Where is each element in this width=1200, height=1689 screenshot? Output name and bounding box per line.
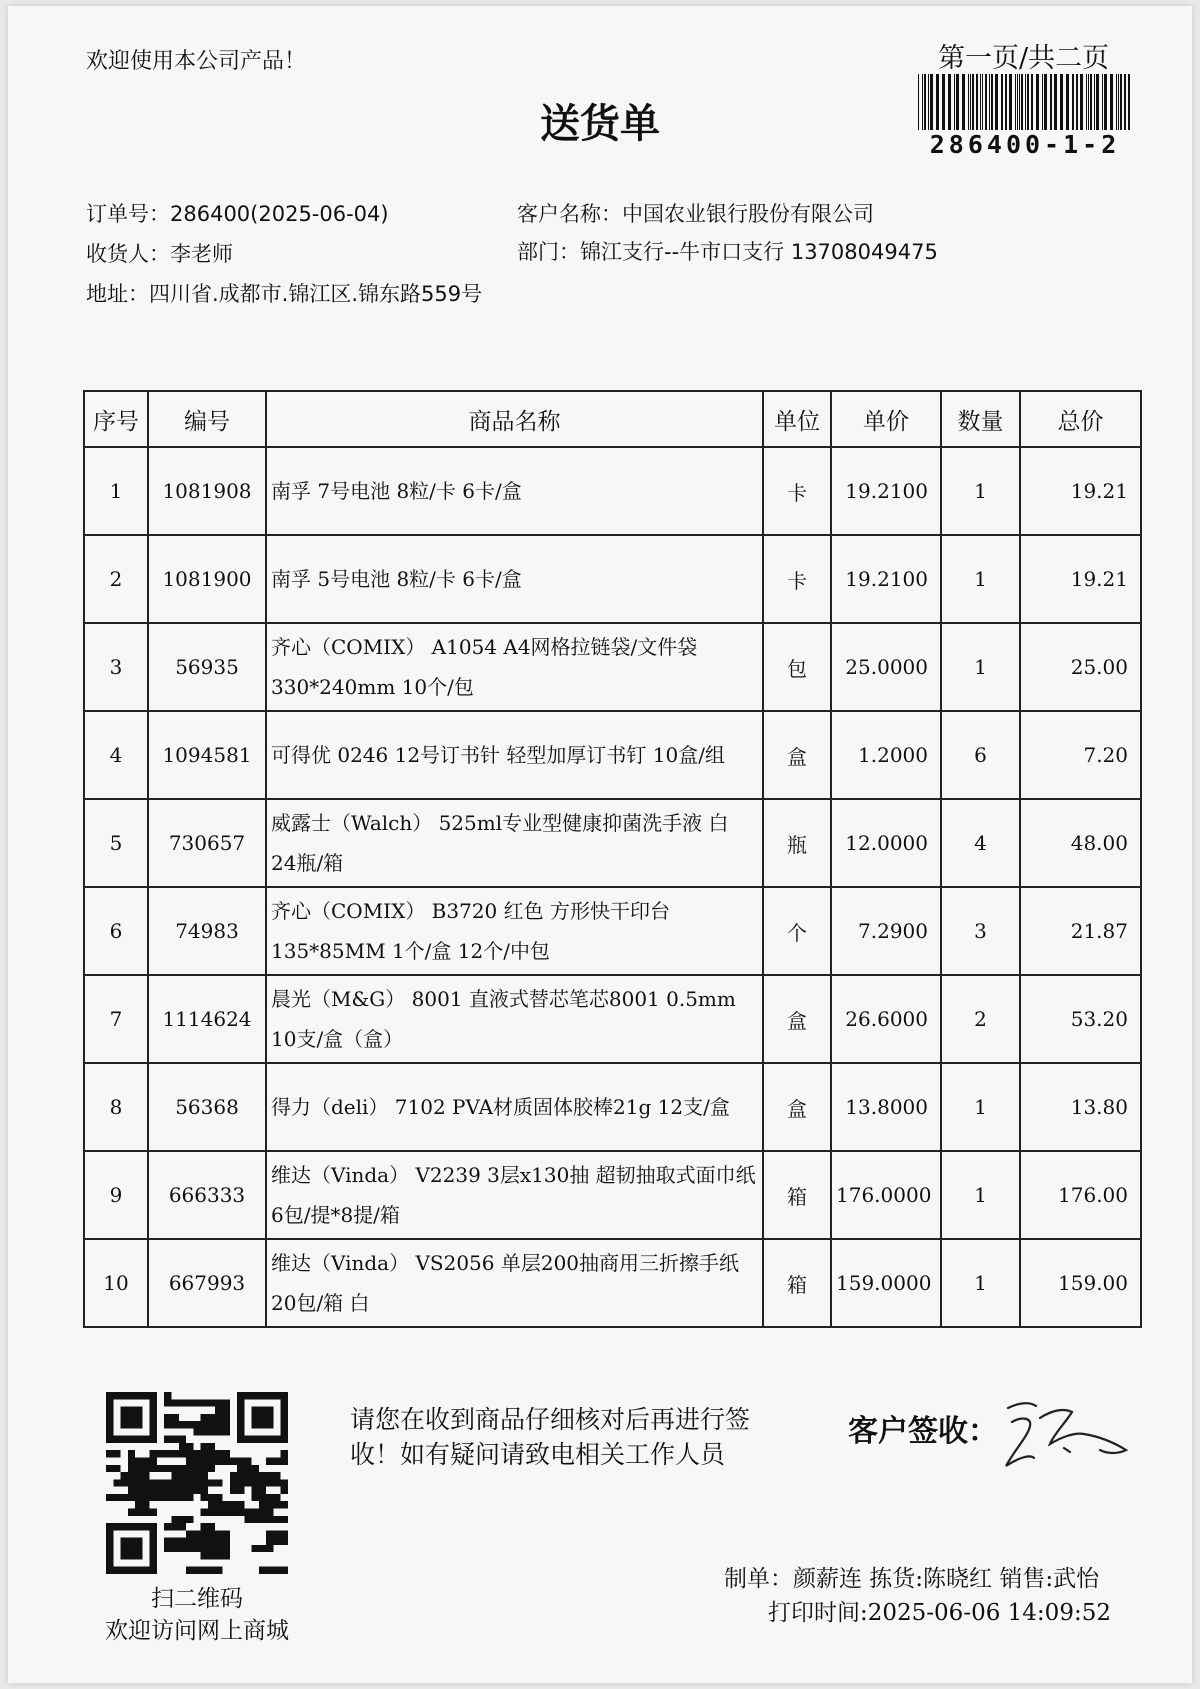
- department-field: [517, 236, 938, 266]
- row-total: 7.20: [1020, 711, 1141, 799]
- row-code: 1081908: [148, 447, 266, 535]
- table-row: [84, 1239, 1141, 1327]
- row-code: 56368: [148, 1063, 266, 1151]
- row-unit-price: 7.2900: [831, 887, 941, 975]
- qr-caption-shop: 欢迎访问网上商城: [105, 1618, 289, 1644]
- row-product-name: 南孚 7号电池 8粒/卡 6卡/盒: [266, 447, 763, 535]
- row-code: 666333: [148, 1151, 266, 1239]
- row-unit: 卡: [763, 535, 831, 623]
- row-quantity: 1: [941, 1063, 1020, 1151]
- row-quantity: 1: [941, 1239, 1020, 1327]
- qr-caption-scan: 扫二维码: [151, 1586, 243, 1612]
- row-index: 4: [84, 711, 148, 799]
- row-total: 48.00: [1020, 799, 1141, 887]
- row-total: 19.21: [1020, 535, 1141, 623]
- row-quantity: 1: [941, 447, 1020, 535]
- row-total: 159.00: [1020, 1239, 1141, 1327]
- table-row: [84, 1063, 1141, 1151]
- order-number-label: 订单号：: [86, 202, 170, 226]
- row-code: 1114624: [148, 975, 266, 1063]
- row-quantity: 1: [941, 623, 1020, 711]
- row-unit-price: 25.0000: [831, 623, 941, 711]
- row-index: 1: [84, 447, 148, 535]
- row-quantity: 6: [941, 711, 1020, 799]
- row-total: 25.00: [1020, 623, 1141, 711]
- row-product-name: 威露士（Walch） 525ml专业型健康抑菌洗手液 白 24瓶/箱: [266, 799, 763, 887]
- department-label: 部门：: [517, 240, 580, 264]
- staff-info: 制单：颜薪连 拣货:陈晓红 销售:武怡: [724, 1566, 1100, 1592]
- handwritten-signature: [1000, 1388, 1140, 1478]
- row-quantity: 1: [941, 1151, 1020, 1239]
- row-total: 53.20: [1020, 975, 1141, 1063]
- row-unit-price: 26.6000: [831, 975, 941, 1063]
- row-index: 5: [84, 799, 148, 887]
- row-code: 74983: [148, 887, 266, 975]
- address-label: 地址：: [86, 282, 149, 306]
- row-product-name: 维达（Vinda） VS2056 单层200抽商用三折擦手纸 20包/箱 白: [266, 1239, 763, 1327]
- receiver-field: [86, 238, 233, 268]
- row-total: 21.87: [1020, 887, 1141, 975]
- table-row: [84, 1151, 1141, 1239]
- row-index: 7: [84, 975, 148, 1063]
- order-number-field: [86, 198, 389, 228]
- row-quantity: 4: [941, 799, 1020, 887]
- table-row: [84, 623, 1141, 711]
- row-index: 2: [84, 535, 148, 623]
- row-unit-price: 12.0000: [831, 799, 941, 887]
- customer-name-field: [517, 198, 874, 228]
- welcome-text: 欢迎使用本公司产品！: [86, 49, 307, 74]
- row-quantity: 2: [941, 975, 1020, 1063]
- print-time: 打印时间:2025-06-06 14:09:52: [768, 1600, 1111, 1626]
- row-code: 56935: [148, 623, 266, 711]
- header-quantity: 数量: [941, 391, 1020, 447]
- table-row: [84, 711, 1141, 799]
- row-total: 13.80: [1020, 1063, 1141, 1151]
- row-unit: 箱: [763, 1151, 831, 1239]
- row-unit-price: 13.8000: [831, 1063, 941, 1151]
- row-unit-price: 19.2100: [831, 447, 941, 535]
- row-index: 9: [84, 1151, 148, 1239]
- row-unit: 盒: [763, 711, 831, 799]
- header-unit: 单位: [763, 391, 831, 447]
- row-product-name: 齐心（COMIX） B3720 红色 方形快干印台 135*85MM 1个/盒 12个/中包: [266, 887, 763, 975]
- customer-signature-label: 客户签收：: [848, 1414, 998, 1449]
- row-quantity: 3: [941, 887, 1020, 975]
- table-row: [84, 799, 1141, 887]
- address-field: [86, 278, 482, 308]
- order-number-value: 286400(2025-06-04): [170, 202, 389, 226]
- address-value: 四川省.成都市.锦江区.锦东路559号: [149, 282, 483, 306]
- barcode-number: 286400-1-2: [929, 130, 1121, 159]
- row-product-name: 齐心（COMIX） A1054 A4网格拉链袋/文件袋 330*240mm 10个/包: [266, 623, 763, 711]
- receiver-label: 收货人：: [86, 242, 170, 266]
- customer-name-label: 客户名称：: [517, 202, 622, 226]
- department-value: 锦江支行--牛市口支行 13708049475: [580, 240, 938, 264]
- table-header-row: [84, 391, 1141, 447]
- row-unit-price: 176.0000: [831, 1151, 941, 1239]
- row-unit: 卡: [763, 447, 831, 535]
- row-product-name: 南孚 5号电池 8粒/卡 6卡/盒: [266, 535, 763, 623]
- items-table: [83, 390, 1142, 1328]
- row-unit: 个: [763, 887, 831, 975]
- row-quantity: 1: [941, 535, 1020, 623]
- row-unit-price: 159.0000: [831, 1239, 941, 1327]
- header-index: 序号: [84, 391, 148, 447]
- row-product-name: 维达（Vinda） V2239 3层x130抽 超韧抽取式面巾纸 6包/提*8提/箱: [266, 1151, 763, 1239]
- table-row: [84, 975, 1141, 1063]
- row-code: 1081900: [148, 535, 266, 623]
- row-unit: 盒: [763, 975, 831, 1063]
- customer-name-value: 中国农业银行股份有限公司: [622, 202, 874, 226]
- row-product-name: 得力（deli） 7102 PVA材质固体胶棒21g 12支/盒: [266, 1063, 763, 1151]
- qr-code-image[interactable]: [106, 1392, 288, 1574]
- header-unit-price: 单价: [831, 391, 941, 447]
- row-index: 3: [84, 623, 148, 711]
- table-row: [84, 535, 1141, 623]
- row-unit: 盒: [763, 1063, 831, 1151]
- header-total: 总价: [1020, 391, 1141, 447]
- header-product-name: 商品名称: [266, 391, 763, 447]
- row-unit: 包: [763, 623, 831, 711]
- table-row: [84, 887, 1141, 975]
- table-row: [84, 447, 1141, 535]
- row-code: 667993: [148, 1239, 266, 1327]
- row-index: 10: [84, 1239, 148, 1327]
- header-code: 编号: [148, 391, 266, 447]
- row-index: 6: [84, 887, 148, 975]
- row-unit: 箱: [763, 1239, 831, 1327]
- row-code: 730657: [148, 799, 266, 887]
- receiver-value: 李老师: [170, 242, 233, 266]
- row-unit: 瓶: [763, 799, 831, 887]
- row-product-name: 晨光（M&G） 8001 直液式替芯笔芯8001 0.5mm 10支/盒（盒）: [266, 975, 763, 1063]
- page-indicator: 第一页/共二页: [938, 43, 1110, 74]
- row-total: 176.00: [1020, 1151, 1141, 1239]
- document-title: 送货单: [540, 101, 660, 147]
- row-unit-price: 1.2000: [831, 711, 941, 799]
- row-product-name: 可得优 0246 12号订书针 轻型加厚订书钉 10盒/组: [266, 711, 763, 799]
- row-total: 19.21: [1020, 447, 1141, 535]
- verification-notice: 请您在收到商品仔细核对后再进行签收！如有疑问请致电相关工作人员: [350, 1405, 751, 1469]
- row-code: 1094581: [148, 711, 266, 799]
- row-index: 8: [84, 1063, 148, 1151]
- row-unit-price: 19.2100: [831, 535, 941, 623]
